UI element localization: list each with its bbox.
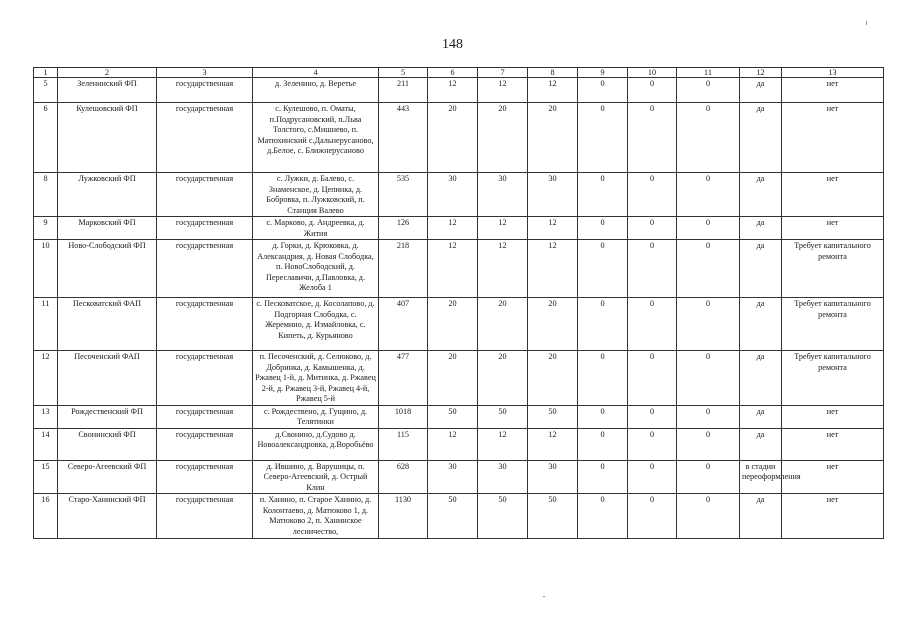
- col-8-value: 20: [528, 298, 578, 351]
- table-row: [34, 428, 884, 460]
- column-number-row: [34, 68, 884, 78]
- served-settlements: д. Горки, д. Крюковка, д. Александрия, д. Новая Слободка, п. НовоСлободский, д. Переславичи, д.Павловка, д. Желоба 1: [253, 240, 379, 298]
- col-6-value: 20: [428, 351, 478, 406]
- col-7-value: 30: [478, 173, 528, 217]
- col-10-value: 0: [628, 78, 677, 103]
- col-7-value: 12: [478, 428, 528, 460]
- col-10-value: 0: [628, 351, 677, 406]
- col-12-status: да: [740, 217, 782, 240]
- ownership-type: государственная: [157, 298, 253, 351]
- ownership-type: государственная: [157, 460, 253, 494]
- column-number: 9: [578, 68, 628, 78]
- ownership-type: государственная: [157, 240, 253, 298]
- col-12-status: да: [740, 494, 782, 539]
- col-7-value: 50: [478, 494, 528, 539]
- row-number: 11: [34, 298, 58, 351]
- served-settlements: с. Кулешово, п. Оматы, п.Подрусановский, п.Льва Толстого, с.Мишнево, п. Матюхинский с.Дальнерусаново, д.Белое, с. Ближнерусаново: [253, 103, 379, 173]
- col-5-value: 443: [379, 103, 428, 173]
- ownership-type: государственная: [157, 78, 253, 103]
- col-13-condition: Требует капитального ремонта: [782, 240, 884, 298]
- col-10-value: 0: [628, 428, 677, 460]
- col-6-value: 12: [428, 78, 478, 103]
- ownership-type: государственная: [157, 494, 253, 539]
- col-9-value: 0: [578, 460, 628, 494]
- col-9-value: 0: [578, 428, 628, 460]
- table-row: [34, 460, 884, 494]
- col-5-value: 628: [379, 460, 428, 494]
- table-row: [34, 405, 884, 428]
- col-7-value: 30: [478, 460, 528, 494]
- col-8-value: 12: [528, 78, 578, 103]
- served-settlements: с. Марково, д. Андреевка, д. Жития: [253, 217, 379, 240]
- col-7-value: 20: [478, 298, 528, 351]
- col-12-status: да: [740, 298, 782, 351]
- ownership-type: государственная: [157, 405, 253, 428]
- col-8-value: 30: [528, 173, 578, 217]
- served-settlements: д. Ившино, д. Варушицы, п. Северо-Агеевский, д. Острый Клин: [253, 460, 379, 494]
- row-number: 13: [34, 405, 58, 428]
- col-5-value: 126: [379, 217, 428, 240]
- col-13-condition: нет: [782, 217, 884, 240]
- col-10-value: 0: [628, 103, 677, 173]
- col-9-value: 0: [578, 78, 628, 103]
- facility-name: Зеленинский ФП: [58, 78, 157, 103]
- col-5-value: 477: [379, 351, 428, 406]
- served-settlements: с. Лужки, д. Балево, с. Знаменское, д. Цепинка, д. Бобровка, п. Лужковский, п. Станция Валево: [253, 173, 379, 217]
- col-12-status: да: [740, 173, 782, 217]
- col-5-value: 1018: [379, 405, 428, 428]
- col-11-value: 0: [677, 173, 740, 217]
- col-11-value: 0: [677, 460, 740, 494]
- col-10-value: 0: [628, 298, 677, 351]
- facility-name: Северо-Агеевский ФП: [58, 460, 157, 494]
- facilities-table: [33, 67, 884, 539]
- col-13-condition: нет: [782, 494, 884, 539]
- col-13-condition: Требует капитального ремонта: [782, 351, 884, 406]
- col-13-condition: нет: [782, 78, 884, 103]
- col-6-value: 20: [428, 298, 478, 351]
- row-number: 10: [34, 240, 58, 298]
- col-10-value: 0: [628, 240, 677, 298]
- col-12-status: да: [740, 240, 782, 298]
- col-12-status: да: [740, 351, 782, 406]
- row-number: 15: [34, 460, 58, 494]
- served-settlements: с. Рождествено, д. Гущино, д. Телятинки: [253, 405, 379, 428]
- col-11-value: 0: [677, 351, 740, 406]
- facility-name: Свонинский ФП: [58, 428, 157, 460]
- col-11-value: 0: [677, 428, 740, 460]
- row-number: 12: [34, 351, 58, 406]
- col-8-value: 12: [528, 428, 578, 460]
- col-9-value: 0: [578, 405, 628, 428]
- facility-name: Песоченский ФАП: [58, 351, 157, 406]
- col-8-value: 12: [528, 240, 578, 298]
- col-6-value: 20: [428, 103, 478, 173]
- col-9-value: 0: [578, 494, 628, 539]
- column-number: 13: [782, 68, 884, 78]
- col-9-value: 0: [578, 103, 628, 173]
- column-number: 4: [253, 68, 379, 78]
- col-6-value: 12: [428, 217, 478, 240]
- col-5-value: 535: [379, 173, 428, 217]
- col-6-value: 50: [428, 405, 478, 428]
- facility-name: Лужковский ФП: [58, 173, 157, 217]
- row-number: 5: [34, 78, 58, 103]
- row-number: 8: [34, 173, 58, 217]
- scan-mark: [543, 596, 545, 597]
- served-settlements: с. Песковатское, д. Косолапово, д. Подгорная Слободка, с. Жеремино, д. Измайловка, с. Кипеть, д. Курьяново: [253, 298, 379, 351]
- ownership-type: государственная: [157, 173, 253, 217]
- table-row: [34, 298, 884, 351]
- col-9-value: 0: [578, 240, 628, 298]
- col-6-value: 30: [428, 460, 478, 494]
- table-row: [34, 173, 884, 217]
- col-11-value: 0: [677, 494, 740, 539]
- col-6-value: 50: [428, 494, 478, 539]
- column-number: 1: [34, 68, 58, 78]
- row-number: 6: [34, 103, 58, 173]
- col-6-value: 12: [428, 428, 478, 460]
- col-8-value: 20: [528, 103, 578, 173]
- table-row: [34, 351, 884, 406]
- facility-name: Кулешовский ФП: [58, 103, 157, 173]
- col-10-value: 0: [628, 460, 677, 494]
- col-11-value: 0: [677, 405, 740, 428]
- col-5-value: 218: [379, 240, 428, 298]
- col-9-value: 0: [578, 351, 628, 406]
- col-13-condition: нет: [782, 460, 884, 494]
- col-11-value: 0: [677, 103, 740, 173]
- ownership-type: государственная: [157, 428, 253, 460]
- col-12-status: да: [740, 78, 782, 103]
- column-number: 10: [628, 68, 677, 78]
- col-8-value: 30: [528, 460, 578, 494]
- col-12-status: в стадии переоформления: [740, 460, 782, 494]
- col-8-value: 50: [528, 405, 578, 428]
- row-number: 9: [34, 217, 58, 240]
- col-12-status: да: [740, 103, 782, 173]
- served-settlements: д.Свонино, д.Судово д. Новоалександровка, д.Воробьёво: [253, 428, 379, 460]
- col-6-value: 12: [428, 240, 478, 298]
- col-6-value: 30: [428, 173, 478, 217]
- ownership-type: государственная: [157, 217, 253, 240]
- col-11-value: 0: [677, 240, 740, 298]
- col-5-value: 211: [379, 78, 428, 103]
- column-number: 6: [428, 68, 478, 78]
- column-number: 12: [740, 68, 782, 78]
- row-number: 16: [34, 494, 58, 539]
- col-13-condition: нет: [782, 405, 884, 428]
- col-13-condition: нет: [782, 103, 884, 173]
- col-7-value: 12: [478, 78, 528, 103]
- row-number: 14: [34, 428, 58, 460]
- col-10-value: 0: [628, 217, 677, 240]
- col-10-value: 0: [628, 494, 677, 539]
- col-7-value: 12: [478, 217, 528, 240]
- col-10-value: 0: [628, 173, 677, 217]
- column-number: 2: [58, 68, 157, 78]
- column-number: 3: [157, 68, 253, 78]
- table-row: [34, 494, 884, 539]
- col-10-value: 0: [628, 405, 677, 428]
- col-9-value: 0: [578, 173, 628, 217]
- col-5-value: 1130: [379, 494, 428, 539]
- served-settlements: д. Зеленино, д. Веретье: [253, 78, 379, 103]
- col-7-value: 20: [478, 351, 528, 406]
- col-13-condition: нет: [782, 173, 884, 217]
- column-number: 5: [379, 68, 428, 78]
- col-12-status: да: [740, 428, 782, 460]
- page-number: 148: [442, 37, 463, 52]
- served-settlements: п. Песоченский, д. Селюково, д. Добринка, д. Камышенка, д. Ржавец 1-й, д. Митинка, д. Ржавец 2-й, д. Ржавец 3-й, Ржавец 4-й, Ржавец 5-й: [253, 351, 379, 406]
- col-8-value: 20: [528, 351, 578, 406]
- facility-name: Песковатский ФАП: [58, 298, 157, 351]
- facility-name: Рождественский ФП: [58, 405, 157, 428]
- facility-name: Марковский ФП: [58, 217, 157, 240]
- col-12-status: да: [740, 405, 782, 428]
- col-5-value: 115: [379, 428, 428, 460]
- column-number: 11: [677, 68, 740, 78]
- table-row: [34, 78, 884, 103]
- col-13-condition: нет: [782, 428, 884, 460]
- col-5-value: 407: [379, 298, 428, 351]
- col-7-value: 50: [478, 405, 528, 428]
- table-row: [34, 217, 884, 240]
- col-11-value: 0: [677, 217, 740, 240]
- col-8-value: 50: [528, 494, 578, 539]
- col-7-value: 12: [478, 240, 528, 298]
- scan-mark: [866, 21, 867, 25]
- col-11-value: 0: [677, 78, 740, 103]
- served-settlements: п. Ханино, п. Старое Ханино, д. Колонтаево, д. Матюково 1, д. Матюково 2, п. Ханинское лесничество,: [253, 494, 379, 539]
- table-row: [34, 240, 884, 298]
- col-7-value: 20: [478, 103, 528, 173]
- facility-name: Старо-Ханинский ФП: [58, 494, 157, 539]
- col-11-value: 0: [677, 298, 740, 351]
- facility-name: Ново-Слободский ФП: [58, 240, 157, 298]
- ownership-type: государственная: [157, 351, 253, 406]
- col-9-value: 0: [578, 298, 628, 351]
- col-9-value: 0: [578, 217, 628, 240]
- col-13-condition: Требует капитального ремонта: [782, 298, 884, 351]
- col-8-value: 12: [528, 217, 578, 240]
- column-number: 8: [528, 68, 578, 78]
- table-row: [34, 103, 884, 173]
- ownership-type: государственная: [157, 103, 253, 173]
- column-number: 7: [478, 68, 528, 78]
